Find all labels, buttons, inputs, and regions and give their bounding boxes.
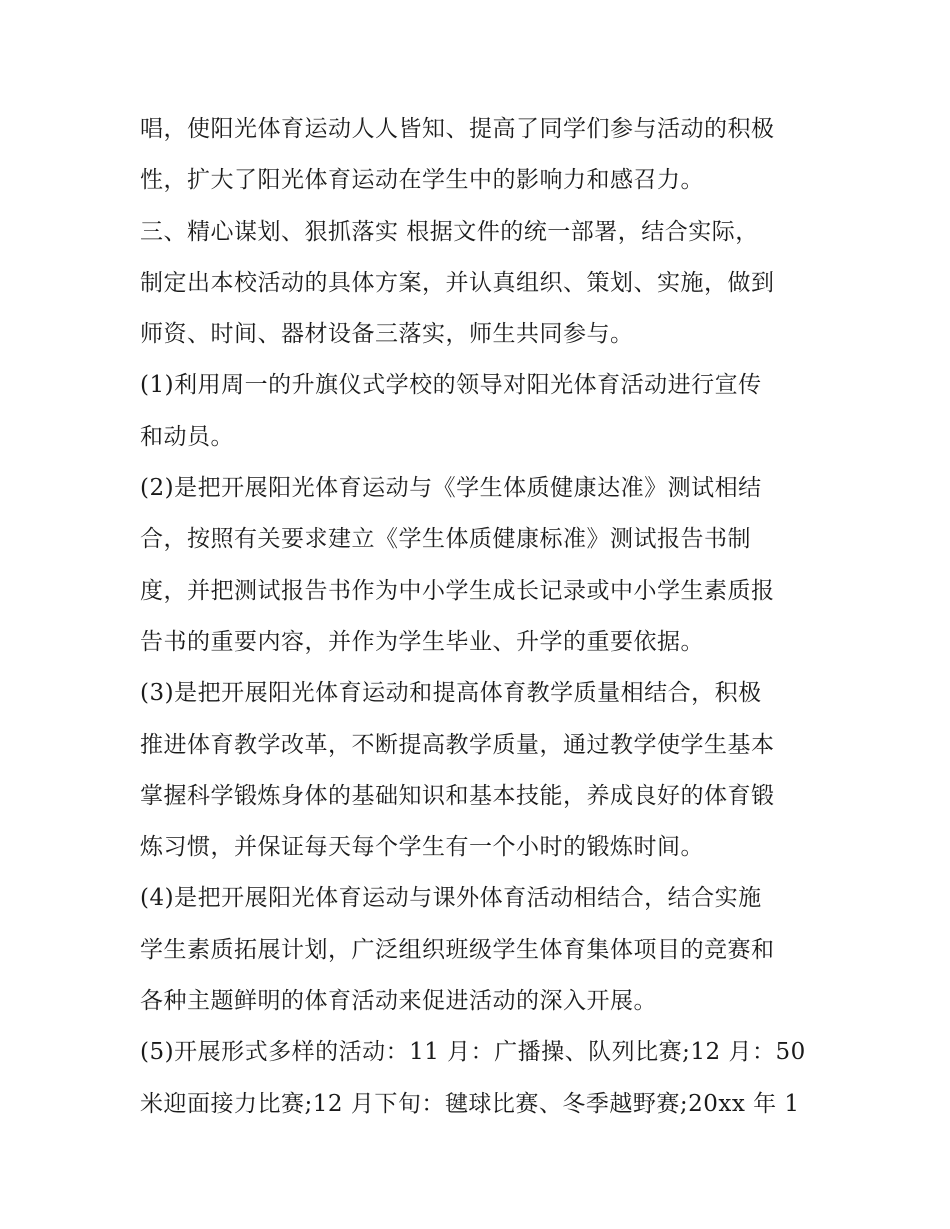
text-line: 告书的重要内容，并作为学生毕业、升学的重要依据。 <box>140 628 704 655</box>
text-line: 制定出本校活动的具体方案，并认真组织、策划、实施，做到 <box>140 269 775 296</box>
text-line: 师资、时间、器材设备三落实，师生共同参与。 <box>140 321 634 348</box>
text-line: 合，按照有关要求建立《学生体质健康标准》测试报告书制 <box>140 526 751 553</box>
text-line: 唱，使阳光体育运动人人皆知、提高了同学们参与活动的积极 <box>140 116 775 142</box>
text-line: 米迎面接力比赛;12 月下旬：毽球比赛、冬季越野赛;20xx 年 1 <box>140 1090 800 1117</box>
text-line: (4)是把开展阳光体育运动与课外体育活动相结合，结合实施 <box>140 885 762 912</box>
text-line: 度，并把测试报告书作为中小学生成长记录或中小学生素质报 <box>140 577 775 604</box>
text-line: 推进体育教学改革，不断提高教学质量，通过教学使学生基本 <box>140 731 775 758</box>
text-line: (3)是把开展阳光体育运动和提高体育教学质量相结合，积极 <box>140 680 762 707</box>
text-line: 学生素质拓展计划，广泛组织班级学生体育集体项目的竞赛和 <box>140 936 775 963</box>
text-line: (1)利用周一的升旗仪式学校的领导对阳光体育活动进行宣传 <box>140 372 762 399</box>
text-line: 三、精心谋划、狠抓落实 根据文件的统一部署，结合实际， <box>140 218 759 245</box>
text-line: 性，扩大了阳光体育运动在学生中的影响力和感召力。 <box>140 167 704 194</box>
document-body <box>140 104 815 1130</box>
text-line: (2)是把开展阳光体育运动与《学生体质健康达准》测试相结 <box>140 475 762 502</box>
text-line: 掌握科学锻炼身体的基础知识和基本技能，养成良好的体育锻 <box>140 782 775 809</box>
text-line: (5)开展形式多样的活动：11 月：广播操、队列比赛;12 月：50 <box>140 1039 806 1066</box>
text-line: 各种主题鲜明的体育活动来促进活动的深入开展。 <box>140 988 657 1015</box>
text-line: 和动员。 <box>140 423 234 450</box>
text-line: 炼习惯，并保证每天每个学生有一个小时的锻炼时间。 <box>140 834 704 861</box>
